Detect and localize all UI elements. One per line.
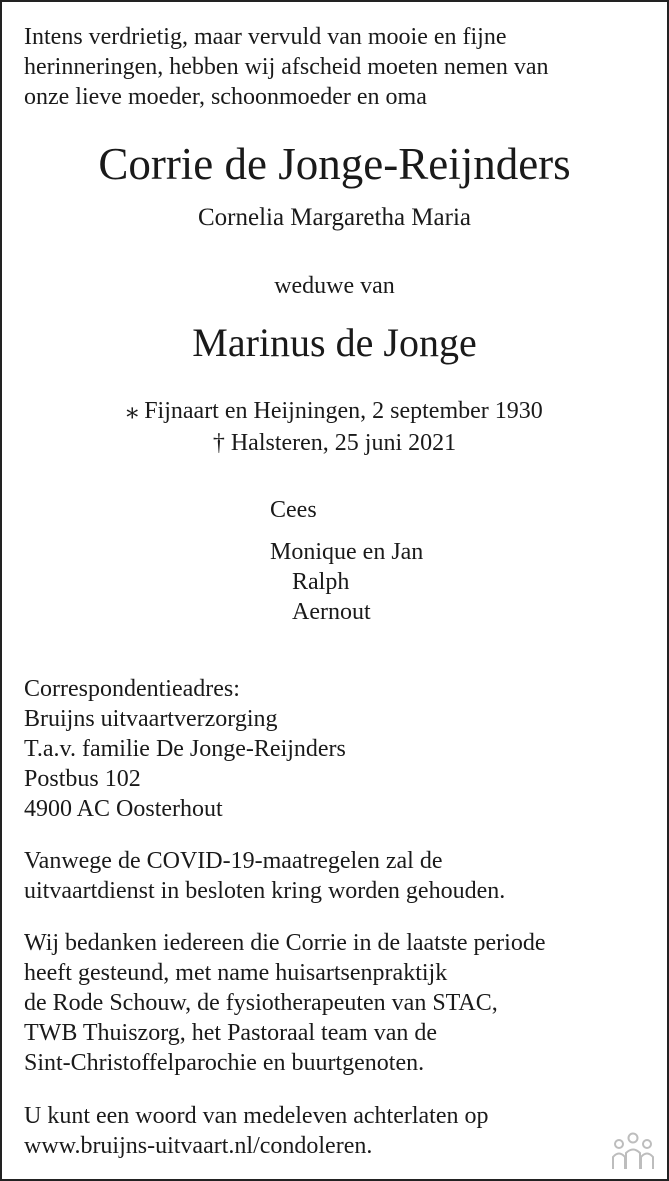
covid-line: Vanwege de COVID-19-maatregelen zal de — [24, 848, 443, 874]
thanks-line: de Rode Schouw, de fysiotherapeuten van STAC, — [24, 990, 498, 1016]
condolence-paragraph — [24, 1101, 654, 1161]
thanks-line: TWB Thuiszorg, het Pastoraal team van de — [24, 1020, 438, 1046]
address-line: Correspondentieadres: — [24, 676, 240, 702]
intro-paragraph — [24, 22, 654, 112]
death-line: † Halsteren, 25 juni 2021 — [212, 430, 457, 456]
grandchild: Aernout — [292, 599, 371, 625]
birth-line: ⁎ Fijnaart en Heijningen, 2 september 1930 — [126, 398, 543, 424]
address-line: Postbus 102 — [24, 766, 141, 792]
widow-of-label: weduwe van — [274, 273, 395, 299]
family-member: Cees — [270, 497, 317, 523]
address-line: T.a.v. familie De Jonge-Reijnders — [24, 736, 346, 762]
deceased-name: Corrie de Jonge-Reijnders — [98, 139, 571, 189]
covid-notice — [24, 846, 654, 906]
people-group-icon — [609, 1131, 657, 1171]
condolence-line: U kunt een woord van medeleven achterlaten op — [24, 1103, 489, 1129]
grandchild: Ralph — [292, 569, 350, 595]
intro-line: onze lieve moeder, schoonmoeder en oma — [24, 84, 427, 110]
condolence-url[interactable]: www.bruijns-uitvaart.nl/condoleren. — [24, 1133, 373, 1159]
deceased-full-name: Cornelia Margaretha Maria — [197, 204, 472, 231]
correspondence-address — [24, 674, 654, 824]
family-list — [270, 495, 423, 627]
intro-line: herinneringen, hebben wij afscheid moeten nemen van — [24, 54, 549, 80]
covid-line: uitvaartdienst in besloten kring worden gehouden. — [24, 878, 506, 904]
thanks-line: Wij bedanken iedereen die Corrie in de laatste periode — [24, 930, 546, 956]
address-line: 4900 AC Oosterhout — [24, 796, 223, 822]
husband-name: Marinus de Jonge — [192, 320, 477, 365]
life-dates — [2, 395, 667, 459]
thanks-paragraph — [24, 928, 654, 1078]
thanks-line: Sint-Christoffelparochie en buurtgenoten. — [24, 1050, 425, 1076]
family-member: Monique en Jan — [270, 539, 424, 565]
address-line: Bruijns uitvaartverzorging — [24, 706, 278, 732]
intro-line: Intens verdrietig, maar vervuld van mooie en fijne — [24, 24, 507, 50]
thanks-line: heeft gesteund, met name huisartsenpraktijk — [24, 960, 448, 986]
